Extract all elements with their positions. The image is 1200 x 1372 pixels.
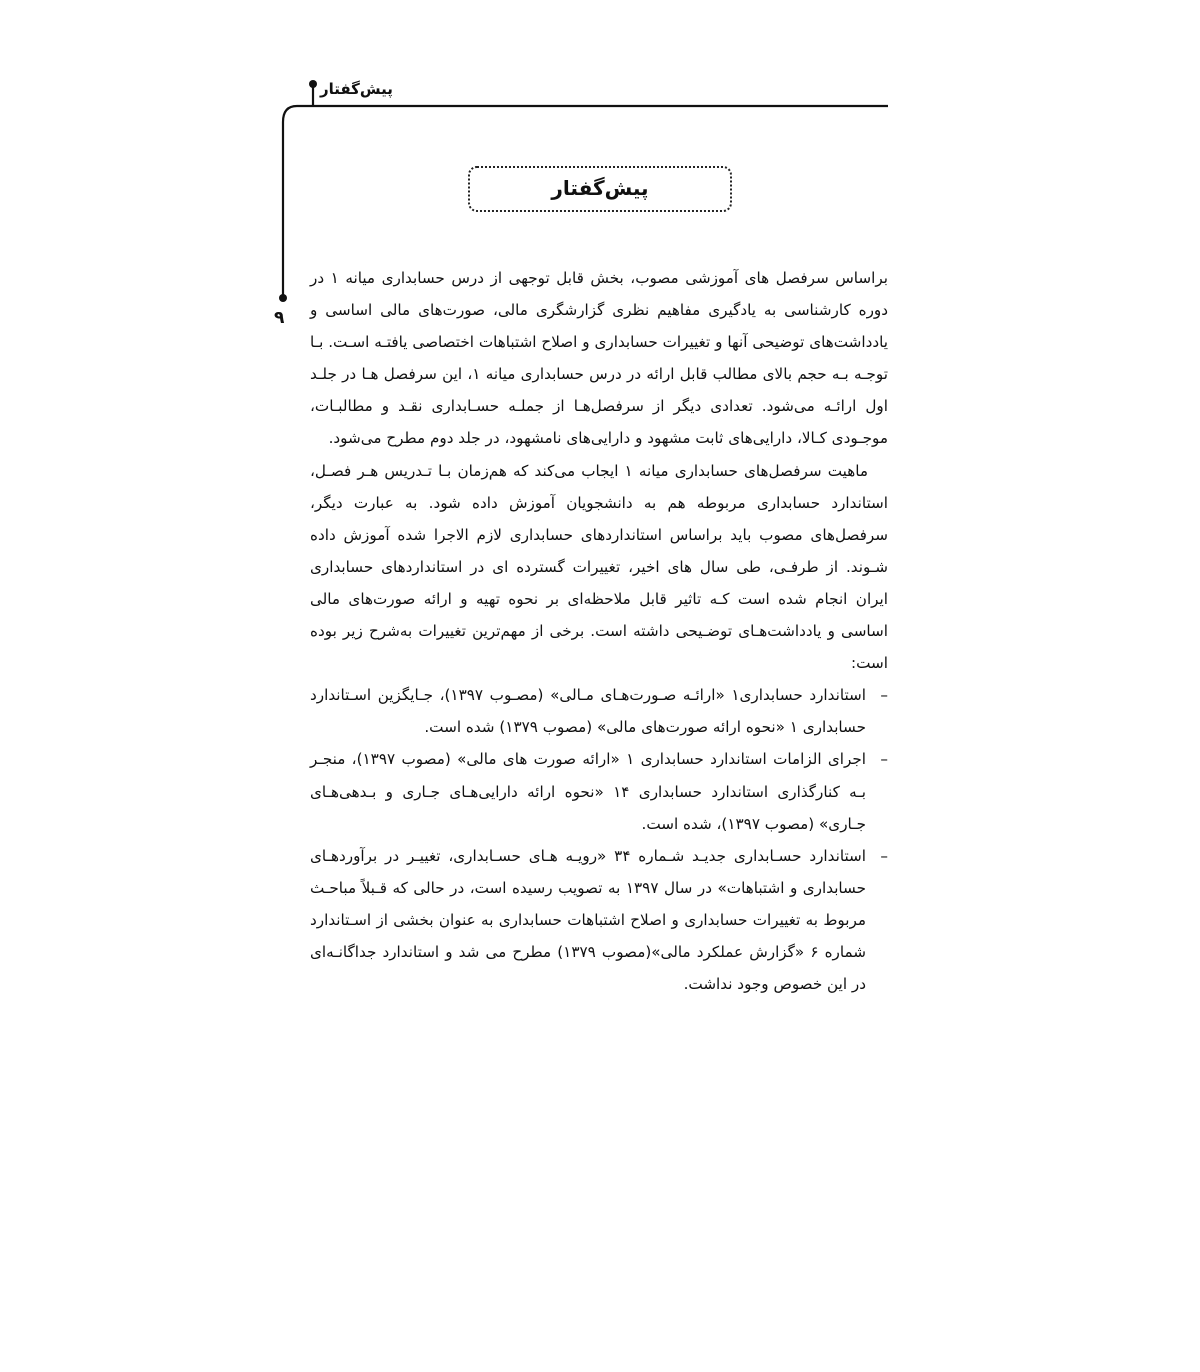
chapter-title-box [468, 166, 732, 212]
bullet-marker: – [880, 686, 888, 705]
bullet-text: استاندارد حسابداری۱ «ارائـه صـورت‌هـای مـالی» (مصـوب ۱۳۹۷)، جـایگزین اسـتاندارد حسابداری ۱ «نحوه ارائه صورت‌های مالی» (مصوب ۱۳۷۹) شده است. [310, 686, 866, 737]
frame-corner-curve [283, 106, 297, 122]
bullet-text: اجرای الزامات استاندارد حسابداری ۱ «ارائه صورت های مالی» (مصوب ۱۳۹۷)، منجـر بـه کنارگذاری استاندارد حسابداری ۱۴ «نحوه ارائه دارایی‌هـای جـاری و بـدهی‌هـای جـاری» (مصوب ۱۳۹۷)، شده است. [310, 750, 866, 833]
frame-end-dot [279, 294, 287, 302]
body-text [310, 262, 888, 1000]
running-header-title: پیش‌گفتار [320, 80, 393, 98]
paragraph: براساس سرفصل های آموزشی مصوب، بخش قابل توجهی از درس حسابداری میانه ۱ در دوره کارشناسی به یادگیری مفاهیم نظری گزارشگری مالی، صورت‌های مالی اساسی و یادداشت‌های توضیحی آنها و تغییرات حسابداری و اصلاح اشتباهات اختصاصی یافتـه اسـت. بـا توجـه بـه حجم بالای مطالب قابل ارائه در درس حسابداری میانه ۱، این سرفصل هـا در جلـد اول ارائـه می‌شود. تعدادی دیگر از سرفصل‌هـا از جملـه حسـابداری نقـد و مطالبـات، موجـودی کـالا، دارایی‌های ثابت مشهود و دارایی‌های نامشهود، در جلد دوم مطرح می‌شود. [310, 269, 889, 448]
page-number: ۹ [274, 308, 285, 328]
chapter-title: پیش‌گفتار [551, 176, 649, 200]
paragraph: ماهیت سرفصل‌های حسابداری میانه ۱ ایجاب می‌کند که هم‌زمان بـا تـدریس هـر فصـل، استاندارد حسابداری مربوطه هم به دانشجویان آموزش داده شود. به عبارت دیگر، سرفصل‌های مصوب باید براساس استانداردهای حسابداری لازم الاجرا شده آموزش داده شـوند. از طرفـی، طی سال های اخیر، تغییرات گسترده ای در استانداردهای حسابداری ایران انجام شده است کـه تاثیر قابل ملاحظه‌ای بر نحوه تهیه و ارائه صورت‌های مالی اساسی و یادداشت‌هـای توضـیحی داشته است. برخی از مهم‌ترین تغییرات به‌شرح زیر بوده است: [310, 461, 888, 673]
bullet-item [310, 743, 888, 839]
bullet-item [310, 840, 888, 1000]
header-dot [309, 80, 317, 88]
bullet-item [310, 679, 888, 743]
bullet-marker: – [880, 846, 888, 865]
bullet-text: استاندارد حسـابداری جدیـد شـماره ۳۴ «رویـه هـای حسـابداری، تغییـر در برآوردهـای حسابداری و اشتباهات» در سال ۱۳۹۷ به تصویب رسیده است، در حالی که قـبلاً مباحـث مربوط به تغییرات حسابداری و اصلاح اشتباهات حسابداری به عنوان بخشی از اسـتاندارد شماره ۶ «گزارش عملکرد مالی»(مصوب ۱۳۷۹) مطرح می شد و استاندارد جداگانـه‌ای در این خصوص وجود نداشت. [310, 846, 867, 994]
bullet-marker: – [880, 750, 888, 769]
